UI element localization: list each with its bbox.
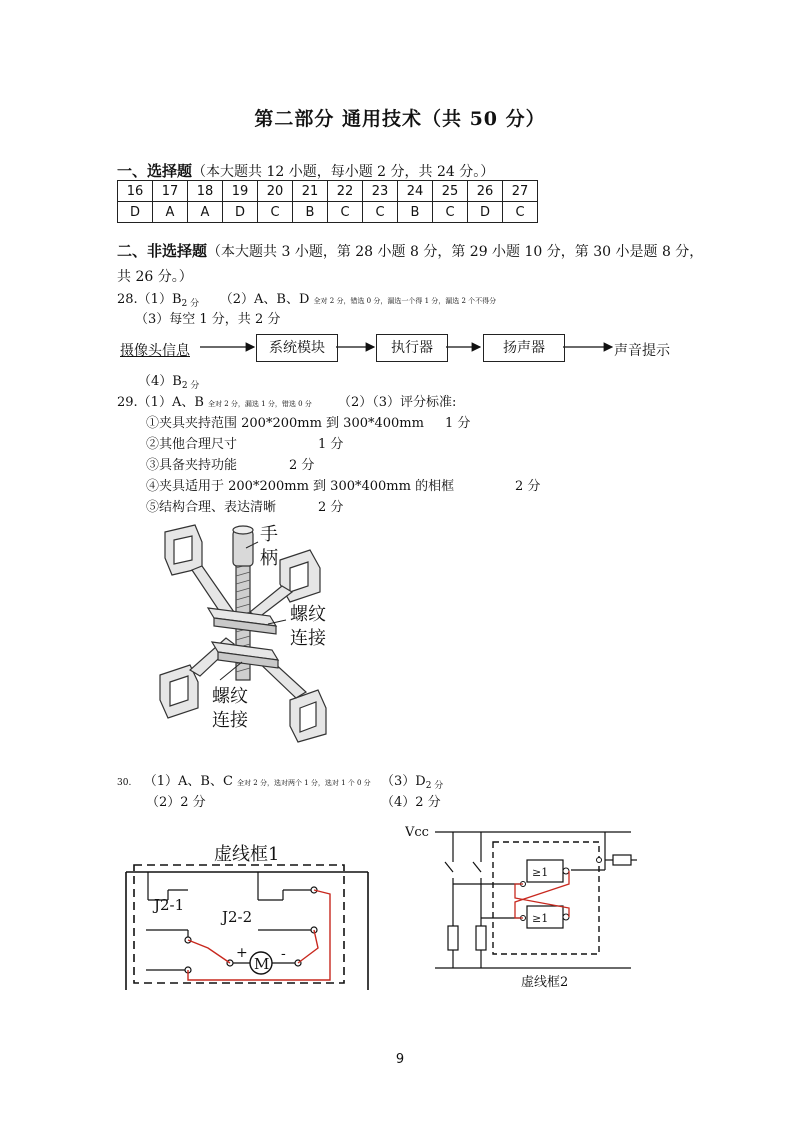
section2-heading-line xyxy=(117,240,703,261)
section1-heading: 一、选择题 xyxy=(117,162,193,180)
criterion-2-score: 1 分 xyxy=(318,437,344,452)
criterion-3-score: 2 分 xyxy=(289,458,315,473)
q30-part1-rubric: 全对 2 分，选对两个 1 分，选对 1 个 0 分 xyxy=(237,779,371,787)
label-handle-2: 柄 xyxy=(260,548,278,569)
gate1-symbol: ≥1 xyxy=(532,866,549,879)
table-cell: C xyxy=(363,202,398,223)
table-cell: C xyxy=(258,202,293,223)
circuit1-title: 虚线框1 xyxy=(214,844,280,865)
handle xyxy=(233,530,253,566)
q28-part1-score: 2 分 xyxy=(181,299,200,309)
answer-table-number-row xyxy=(118,181,538,202)
label-thread1-1: 螺纹 xyxy=(290,604,326,625)
q29-part1-rubric: 全对 2 分，漏选 1 分，错选 0 分 xyxy=(208,400,312,408)
q29-part1-line xyxy=(117,391,312,410)
table-cell: C xyxy=(503,202,538,223)
dashed-frame-2 xyxy=(493,842,599,954)
q29-part23: （2）（3）评分标准: xyxy=(338,395,457,410)
table-cell: 19 xyxy=(223,181,258,202)
table-cell: D xyxy=(223,202,258,223)
section1-heading-line xyxy=(117,160,494,181)
flow-box-speaker: 扬声器 xyxy=(483,334,565,362)
table-cell: A xyxy=(153,202,188,223)
q28-part2: （2）A、B、D xyxy=(219,292,310,307)
resistor-2 xyxy=(476,926,486,950)
q30-number: 30. xyxy=(117,778,132,788)
resistor-1 xyxy=(448,926,458,950)
table-cell: D xyxy=(118,202,153,223)
table-cell: C xyxy=(433,202,468,223)
table-cell: 25 xyxy=(433,181,468,202)
table-cell: 26 xyxy=(468,181,503,202)
label-thread1-2: 连接 xyxy=(290,628,326,649)
table-cell: 24 xyxy=(398,181,433,202)
gate2-symbol: ≥1 xyxy=(532,912,549,925)
q28-part4: （4）B xyxy=(138,374,182,389)
q28-part4-score: 2 分 xyxy=(181,381,200,391)
table-cell: D xyxy=(468,202,503,223)
section1-note: （本大题共 12 小题，每小题 2 分，共 24 分。） xyxy=(192,164,495,180)
motor-label: M xyxy=(254,955,270,973)
table-cell: C xyxy=(328,202,363,223)
section2-heading: 二、非选择题 xyxy=(117,242,208,260)
resistor-3 xyxy=(613,855,631,865)
criterion-3-text: ③具备夹持功能 xyxy=(146,458,238,473)
circuit2-caption: 虚线框2 xyxy=(521,975,569,990)
q28-part2-rubric: 全对 2 分，错选 0 分，漏选一个得 1 分，漏选 2 个不得分 xyxy=(313,297,497,305)
criterion-5-score: 2 分 xyxy=(318,500,344,515)
criterion-2-text: ②其他合理尺寸 xyxy=(146,437,238,452)
table-cell: 17 xyxy=(153,181,188,202)
table-cell: 18 xyxy=(188,181,223,202)
flow-box-actuator: 执行器 xyxy=(376,334,448,362)
label-handle-1: 手 xyxy=(260,524,278,545)
q28-part1-line xyxy=(117,288,496,307)
circuit-diagram-2 xyxy=(405,822,640,992)
page-number: 9 xyxy=(395,1052,405,1067)
criterion-5-text: ⑤结构合理、表达清晰 xyxy=(146,500,277,515)
answer-table-answer-row xyxy=(118,202,538,223)
table-cell: 27 xyxy=(503,181,538,202)
criterion-4-score: 2 分 xyxy=(515,479,541,494)
relay-j2-1-label: J2-1 xyxy=(154,896,185,914)
q30-part2: （2）2 分 xyxy=(146,795,206,810)
q30-part3: （3）D xyxy=(381,774,426,789)
table-cell: 22 xyxy=(328,181,363,202)
q28-part1: 28.（1）B xyxy=(117,292,182,307)
answer-table xyxy=(117,180,538,223)
motor-plus: + xyxy=(236,945,248,961)
label-thread2-2: 连接 xyxy=(212,710,248,731)
criterion-1-score: 1 分 xyxy=(445,416,471,431)
table-cell: B xyxy=(293,202,328,223)
criterion-4-text: ④夹具适用于 200*200mm 到 300*400mm 的相框 xyxy=(146,479,455,494)
flow-box-system: 系统模块 xyxy=(256,334,338,362)
q30-part1-line xyxy=(117,770,371,789)
q30-part3-line xyxy=(381,770,443,789)
q29-part1: 29.（1）A、B xyxy=(117,395,204,410)
vcc-label: Vcc xyxy=(405,825,429,840)
clamp-figure xyxy=(150,520,380,760)
table-cell: B xyxy=(398,202,433,223)
table-cell: 23 xyxy=(363,181,398,202)
q30-part1: （1）A、B、C xyxy=(143,774,233,789)
q28-part4-line xyxy=(138,370,199,389)
arm-top-right xyxy=(250,586,292,618)
table-cell: 21 xyxy=(293,181,328,202)
q28-part3: （3）每空 1 分，共 2 分 xyxy=(135,312,281,327)
section2-note-2: 共 26 分。） xyxy=(117,269,193,285)
q30-part4: （4）2 分 xyxy=(381,795,441,810)
flow-input-label: 摄像头信息 xyxy=(120,343,190,359)
section2-note-1: （本大题共 3 小题，第 28 小题 8 分，第 29 小题 10 分，第 30 小是题 8 分， xyxy=(207,244,704,260)
circuit-diagram-1 xyxy=(118,830,380,1000)
q30-part3-score: 2 分 xyxy=(425,781,444,791)
page-title: 第二部分 通用技术（共 50 分） xyxy=(254,108,546,130)
table-cell: 16 xyxy=(118,181,153,202)
label-thread2-1: 螺纹 xyxy=(212,686,248,707)
relay-j2-2-label: J2-2 xyxy=(222,908,253,926)
flow-output-label: 声音提示 xyxy=(614,343,670,359)
motor-minus: - xyxy=(281,946,286,962)
table-cell: 20 xyxy=(258,181,293,202)
criterion-1-text: ①夹具夹持范围 200*200mm 到 300*400mm xyxy=(146,416,424,431)
table-cell: A xyxy=(188,202,223,223)
